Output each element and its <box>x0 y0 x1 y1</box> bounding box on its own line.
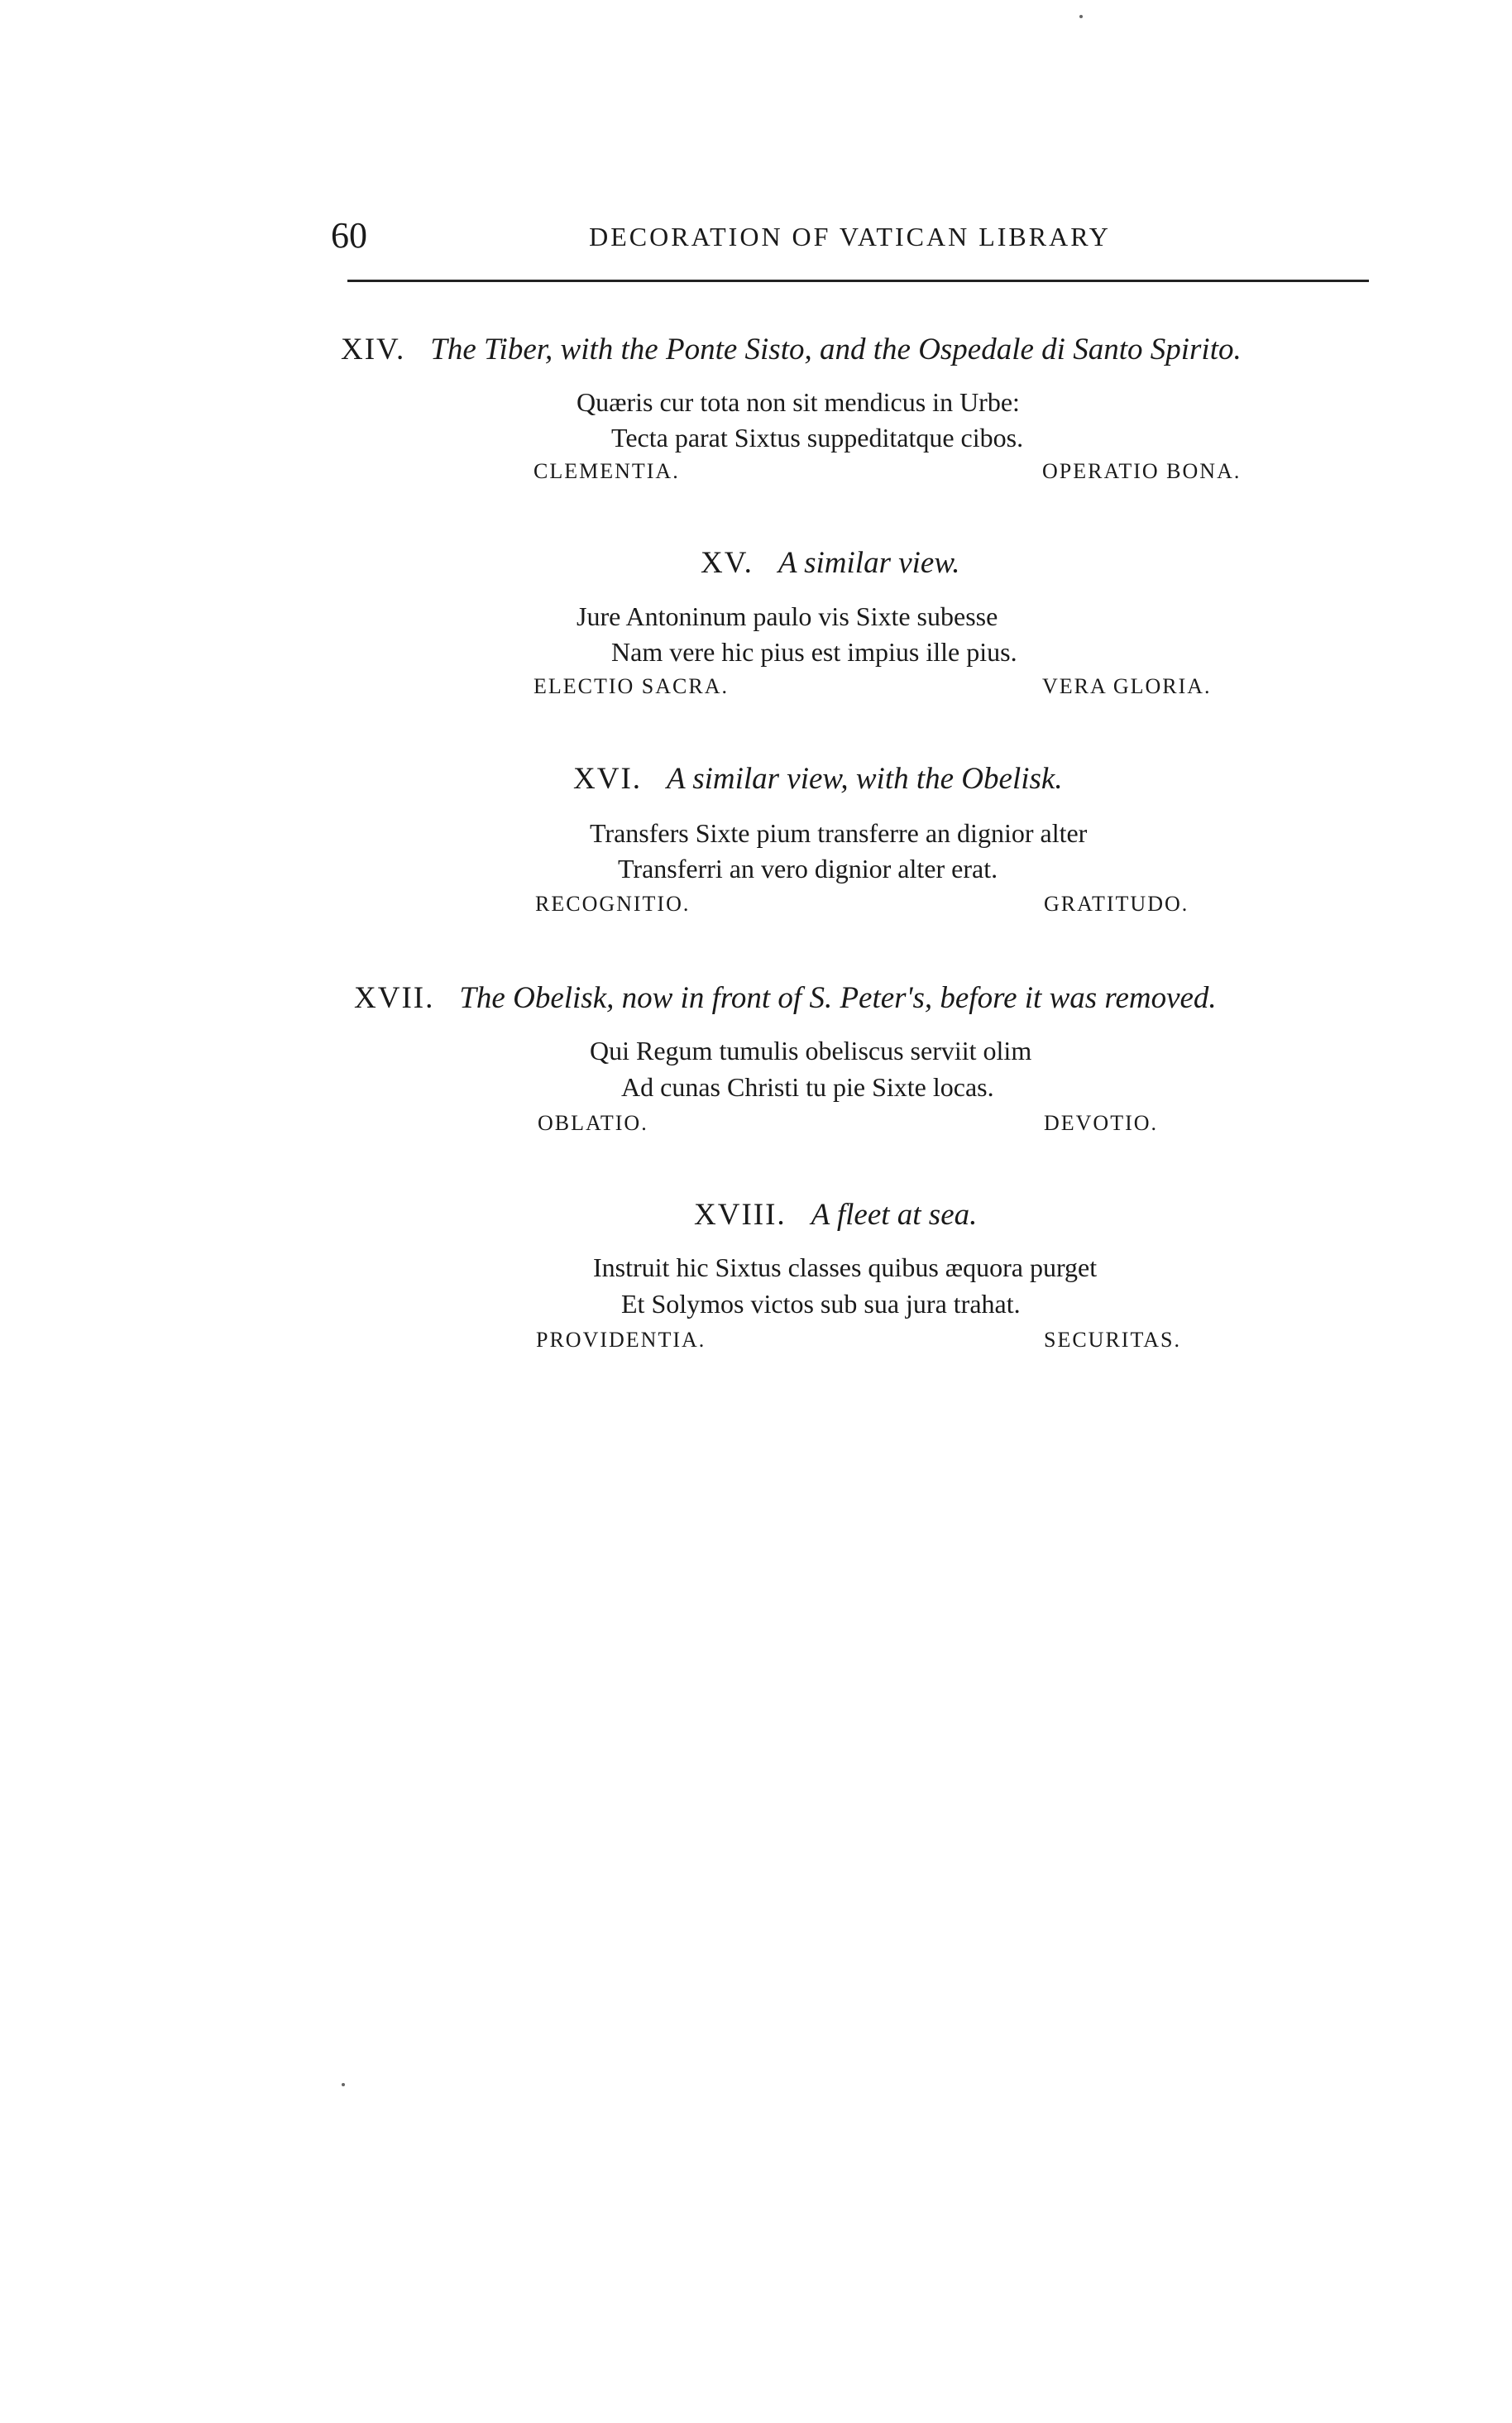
verse-line: Nam vere hic pius est impius ille pius. <box>611 637 1017 667</box>
entry-title: The Obelisk, now in front of S. Peter's, before it was removed. <box>459 981 1217 1015</box>
entry-numeral: XVII. <box>354 981 435 1015</box>
scan-speck <box>1079 15 1083 18</box>
verse-line: Transfers Sixte pium transferre an dignior alter <box>590 818 1088 848</box>
virtue-left: ELECTIO SACRA. <box>534 674 729 698</box>
entry-heading <box>694 1195 977 1236</box>
entry-title: A fleet at sea. <box>811 1198 978 1232</box>
verse-line: Qui Regum tumulis obeliscus serviit olim <box>590 1036 1032 1065</box>
entry-title: The Tiber, with the Ponte Sisto, and the Ospedale di Santo Spirito. <box>430 333 1242 366</box>
entry-heading <box>701 543 960 584</box>
virtue-labels <box>534 455 1278 488</box>
page-header <box>331 211 1369 261</box>
scan-speck <box>342 2083 345 2086</box>
entry-heading <box>354 978 1217 1019</box>
virtue-left: CLEMENTIA. <box>534 459 680 483</box>
virtue-left: OBLATIO. <box>538 1111 648 1135</box>
virtue-right: OPERATIO BONA. <box>1042 459 1242 483</box>
virtue-labels <box>536 1324 1280 1357</box>
virtue-left: PROVIDENTIA. <box>536 1328 706 1352</box>
verse-line: Jure Antoninum paulo vis Sixte subesse <box>577 601 998 631</box>
virtue-labels <box>538 1107 1282 1140</box>
header-rule <box>347 280 1369 282</box>
verse-line: Quæris cur tota non sit mendicus in Urbe: <box>577 387 1020 417</box>
virtue-right: GRATITUDO. <box>1044 892 1189 916</box>
virtue-left: RECOGNITIO. <box>535 892 691 916</box>
entry-numeral: XV. <box>701 546 754 580</box>
verse-line: Tecta parat Sixtus suppeditatque cibos. <box>611 423 1024 453</box>
entry-title: A similar view, with the Obelisk. <box>667 762 1063 796</box>
page-number: 60 <box>331 215 367 256</box>
verse-line: Et Solymos victos sub sua jura trahat. <box>621 1289 1021 1319</box>
entry-numeral: XIV. <box>341 333 406 366</box>
verse-line: Instruit hic Sixtus classes quibus æquora purget <box>593 1252 1098 1282</box>
entry-numeral: XVI. <box>573 762 643 796</box>
virtue-labels <box>535 888 1280 921</box>
virtue-right: VERA GLORIA. <box>1042 674 1212 698</box>
running-head: DECORATION OF VATICAN LIBRARY <box>589 222 1111 251</box>
verse-line: Transferri an vero dignior alter erat. <box>618 854 998 883</box>
entry-numeral: XVIII. <box>694 1198 787 1232</box>
verse-line: Ad cunas Christi tu pie Sixte locas. <box>621 1072 994 1102</box>
virtue-labels <box>534 670 1278 703</box>
virtue-right: DEVOTIO. <box>1044 1111 1159 1135</box>
entry-heading <box>341 329 1242 371</box>
virtue-right: SECURITAS. <box>1044 1328 1181 1352</box>
entry-heading <box>573 759 1063 800</box>
entry-title: A similar view. <box>778 546 960 580</box>
